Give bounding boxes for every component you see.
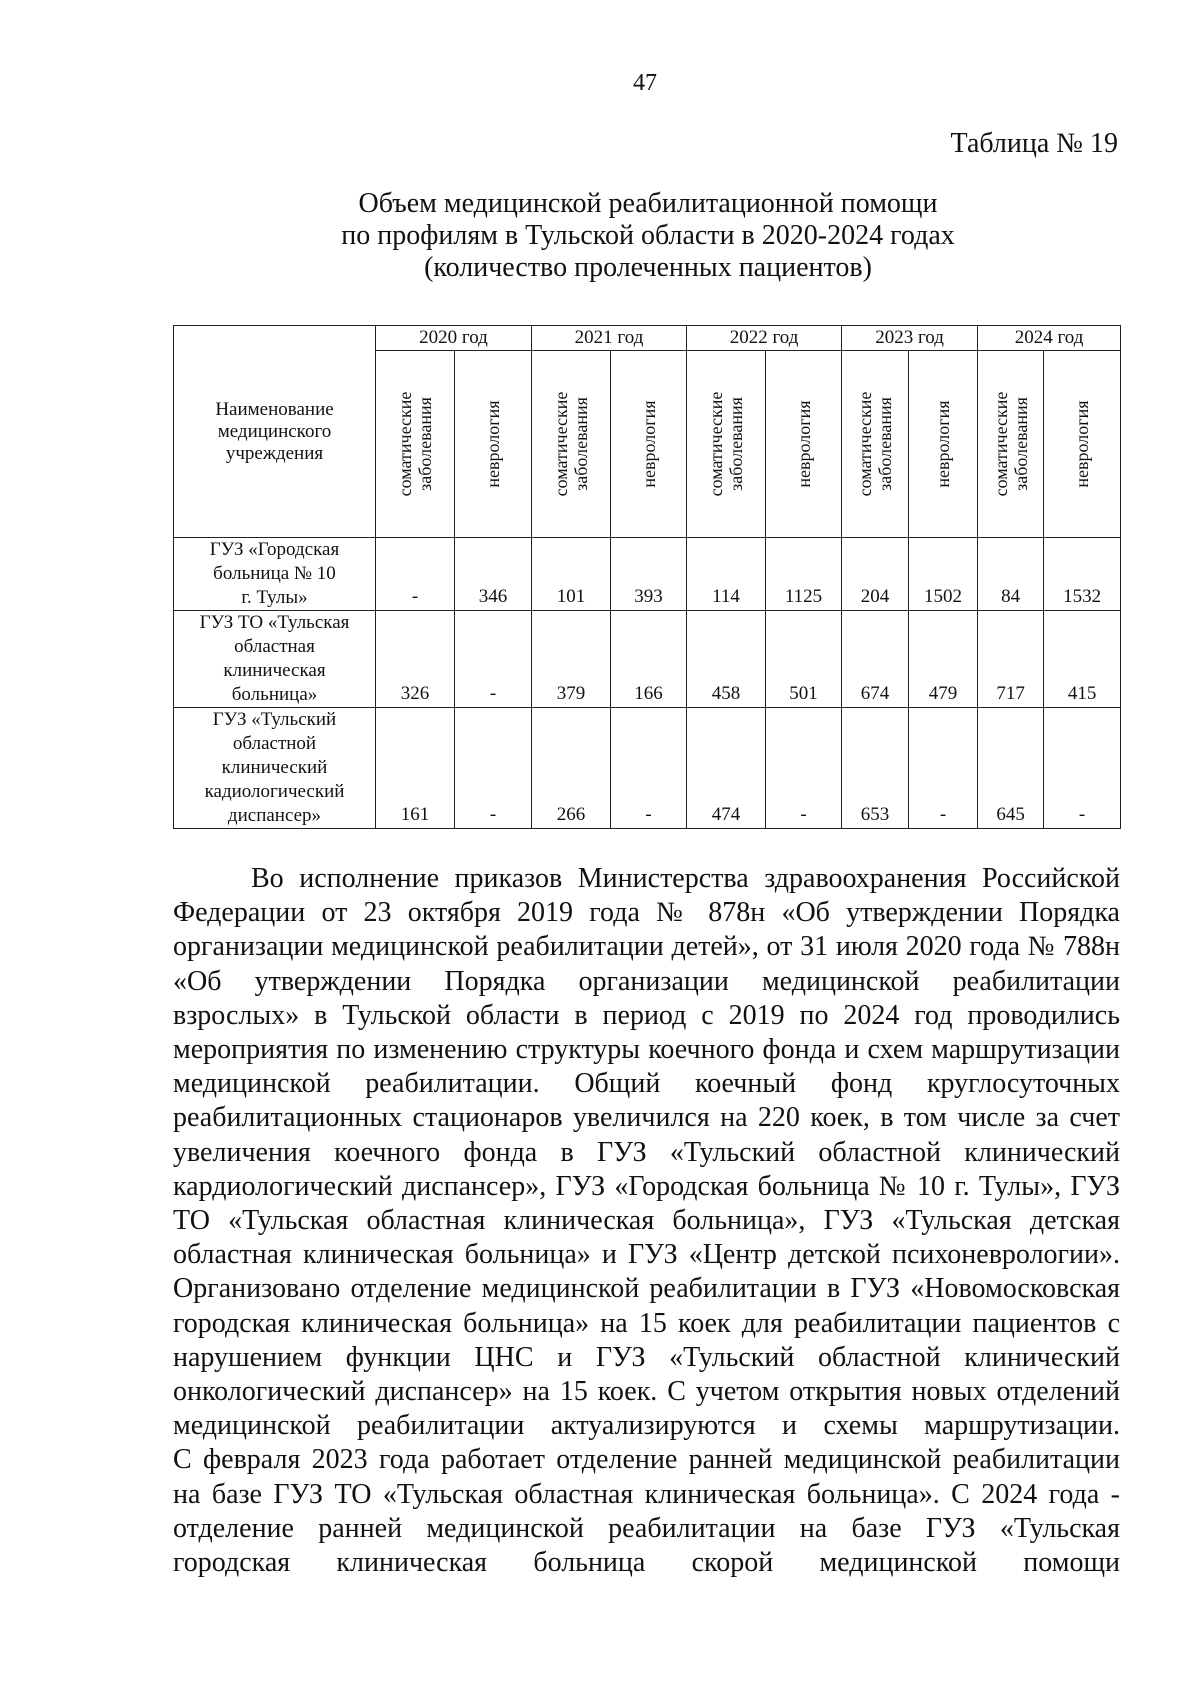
institution-name-line: областной (232, 733, 317, 754)
institution-name-line: больница № 10 (213, 563, 336, 584)
institution-name-line: клинический (221, 757, 328, 778)
institution-name-line: диспансер» (227, 805, 322, 826)
table-cell: - (455, 611, 532, 708)
table-cell: 379 (532, 611, 611, 708)
year-header: 2021 год (532, 326, 687, 351)
body-line: Организовано отделение медицинской реабилитации в ГУЗ «Новомосковская (173, 1273, 1120, 1305)
body-line: увеличения коечного фонда в ГУЗ «Тульский областной клинический (173, 1136, 1120, 1168)
rehab-volume-table (173, 325, 1121, 829)
somatic-header-line: соматические (855, 391, 876, 497)
body-line: ТО «Тульская областная клиническая больница», ГУЗ «Тульская детская (173, 1205, 1120, 1237)
institution-header (174, 326, 376, 538)
body-line: С февраля 2023 года работает отделение ранней медицинской реабилитации (173, 1444, 1120, 1476)
table-cell: 1532 (1044, 538, 1121, 611)
table-cell: 645 (978, 708, 1044, 829)
table-cell: 674 (842, 611, 909, 708)
body-line: отделение ранней медицинской реабилитации на базе ГУЗ «Тульская (173, 1512, 1120, 1544)
somatic-header-line: соматические (395, 391, 415, 497)
institution-name-line: ГУЗ «Тульский (212, 709, 337, 730)
institution-name-line: клиническая (223, 660, 326, 681)
body-line: городская клиническая больница» на 15 коек для реабилитации пациентов с (173, 1307, 1120, 1339)
table-cell: - (766, 708, 842, 829)
institution-name-line: областная (234, 636, 315, 657)
table-cell: 326 (376, 611, 455, 708)
somatic-header-line: соматические (706, 391, 727, 497)
somatic-header (532, 351, 611, 538)
somatic-header-line: заболевания (1010, 397, 1031, 491)
table-cell: 653 (842, 708, 909, 829)
neuro-header-label: неврология (793, 400, 814, 488)
institution-name-line: ГУЗ «Городская (209, 539, 340, 560)
somatic-header (687, 351, 766, 538)
table-cell: 415 (1044, 611, 1121, 708)
year-header-row (174, 326, 1121, 351)
neuro-header-label: неврология (483, 400, 503, 488)
body-paragraph (173, 862, 1120, 1580)
somatic-header-line: заболевания (415, 397, 435, 491)
body-line: медицинской реабилитации актуализируются и схемы маршрутизации. (173, 1410, 1120, 1442)
body-line: городская клиническая больница скорой медицинской помощи (173, 1547, 1120, 1579)
institution-name (174, 708, 376, 829)
neuro-header (909, 351, 978, 538)
somatic-header-line: соматические (551, 391, 572, 497)
body-line: Во исполнение приказов Министерства здравоохранения Российской (251, 863, 1120, 894)
table-cell: 101 (532, 538, 611, 611)
year-header: 2020 год (376, 326, 532, 351)
table-cell: - (909, 708, 978, 829)
institution-name (174, 538, 376, 611)
table-row (174, 611, 1121, 708)
body-line: нарушением функции ЦНС и ГУЗ «Тульский областной клинический (173, 1341, 1120, 1373)
table-title (180, 188, 1116, 284)
table-cell: 479 (909, 611, 978, 708)
somatic-header (842, 351, 909, 538)
neuro-header-label: неврология (638, 400, 659, 488)
body-line: «Об утверждении Порядка организации медицинской реабилитации (173, 965, 1120, 997)
neuro-header-label: неврология (1072, 400, 1093, 488)
somatic-header-line: заболевания (875, 397, 896, 491)
table-cell: 114 (687, 538, 766, 611)
table-cell: - (376, 538, 455, 611)
institution-name-line: ГУЗ ТО «Тульская (199, 612, 350, 633)
somatic-header-line: соматические (990, 391, 1011, 497)
table-cell: - (611, 708, 687, 829)
year-header: 2023 год (842, 326, 978, 351)
table-row (174, 538, 1121, 611)
institution-header-line: Наименование (215, 398, 334, 420)
table-label: Таблица № 19 (950, 128, 1118, 159)
table-cell: 717 (978, 611, 1044, 708)
table-cell: 501 (766, 611, 842, 708)
institution-name (174, 611, 376, 708)
table-cell: 166 (611, 611, 687, 708)
table-row (174, 708, 1121, 829)
body-line: реабилитационных стационаров увеличился на 220 коек, в том числе за счет (173, 1102, 1120, 1134)
table-cell: - (455, 708, 532, 829)
body-line: взрослых» в Тульской области в период с 2019 по 2024 год проводились (173, 999, 1120, 1031)
body-line: областная клиническая больница» и ГУЗ «Центр детской психоневрологии». (173, 1239, 1120, 1271)
table-cell: 266 (532, 708, 611, 829)
neuro-header (766, 351, 842, 538)
table-cell: 393 (611, 538, 687, 611)
table-cell: - (1044, 708, 1121, 829)
table-cell: 161 (376, 708, 455, 829)
neuro-header (1044, 351, 1121, 538)
somatic-header-line: заболевания (726, 397, 747, 491)
body-line: Федерации от 23 октября 2019 года № 878н «Об утверждении Порядка (173, 897, 1120, 929)
neuro-header (611, 351, 687, 538)
body-line: онкологический диспансер» на 15 коек. С учетом открытия новых отделений (173, 1376, 1120, 1408)
institution-name-line: г. Тулы» (241, 587, 308, 608)
somatic-header (978, 351, 1044, 538)
body-line: на базе ГУЗ ТО «Тульская областная клиническая больница». С 2024 года - (173, 1478, 1120, 1510)
year-header: 2022 год (687, 326, 842, 351)
table-cell: 84 (978, 538, 1044, 611)
title-line: Объем медицинской реабилитационной помощи (358, 188, 938, 219)
somatic-header (376, 351, 455, 538)
neuro-header (455, 351, 532, 538)
table-cell: 1502 (909, 538, 978, 611)
body-line: мероприятия по изменению структуры коечного фонда и схем маршрутизации (173, 1034, 1120, 1066)
table-cell: 346 (455, 538, 532, 611)
table-cell: 204 (842, 538, 909, 611)
table-cell: 1125 (766, 538, 842, 611)
institution-header-line: медицинского (217, 420, 332, 442)
table-cell: 474 (687, 708, 766, 829)
body-line: организации медицинской реабилитации детей», от 31 июля 2020 года № 788н (173, 931, 1120, 963)
body-line: медицинской реабилитации. Общий коечный фонд круглосуточных (173, 1068, 1120, 1100)
title-line: (количество пролеченных пациентов) (424, 252, 872, 283)
institution-name-line: кадиологический (204, 781, 345, 802)
somatic-header-line: заболевания (571, 397, 592, 491)
year-header: 2024 год (978, 326, 1121, 351)
table-cell: 458 (687, 611, 766, 708)
body-line: кардиологический диспансер», ГУЗ «Городская больница № 10 г. Тулы», ГУЗ (173, 1170, 1120, 1202)
title-line: по профилям в Тульской области в 2020-2024 годах (341, 220, 955, 251)
institution-header-line: учреждения (225, 442, 324, 464)
institution-name-line: больница» (231, 684, 318, 705)
page-number: 47 (633, 70, 657, 96)
neuro-header-label: неврология (933, 400, 954, 488)
